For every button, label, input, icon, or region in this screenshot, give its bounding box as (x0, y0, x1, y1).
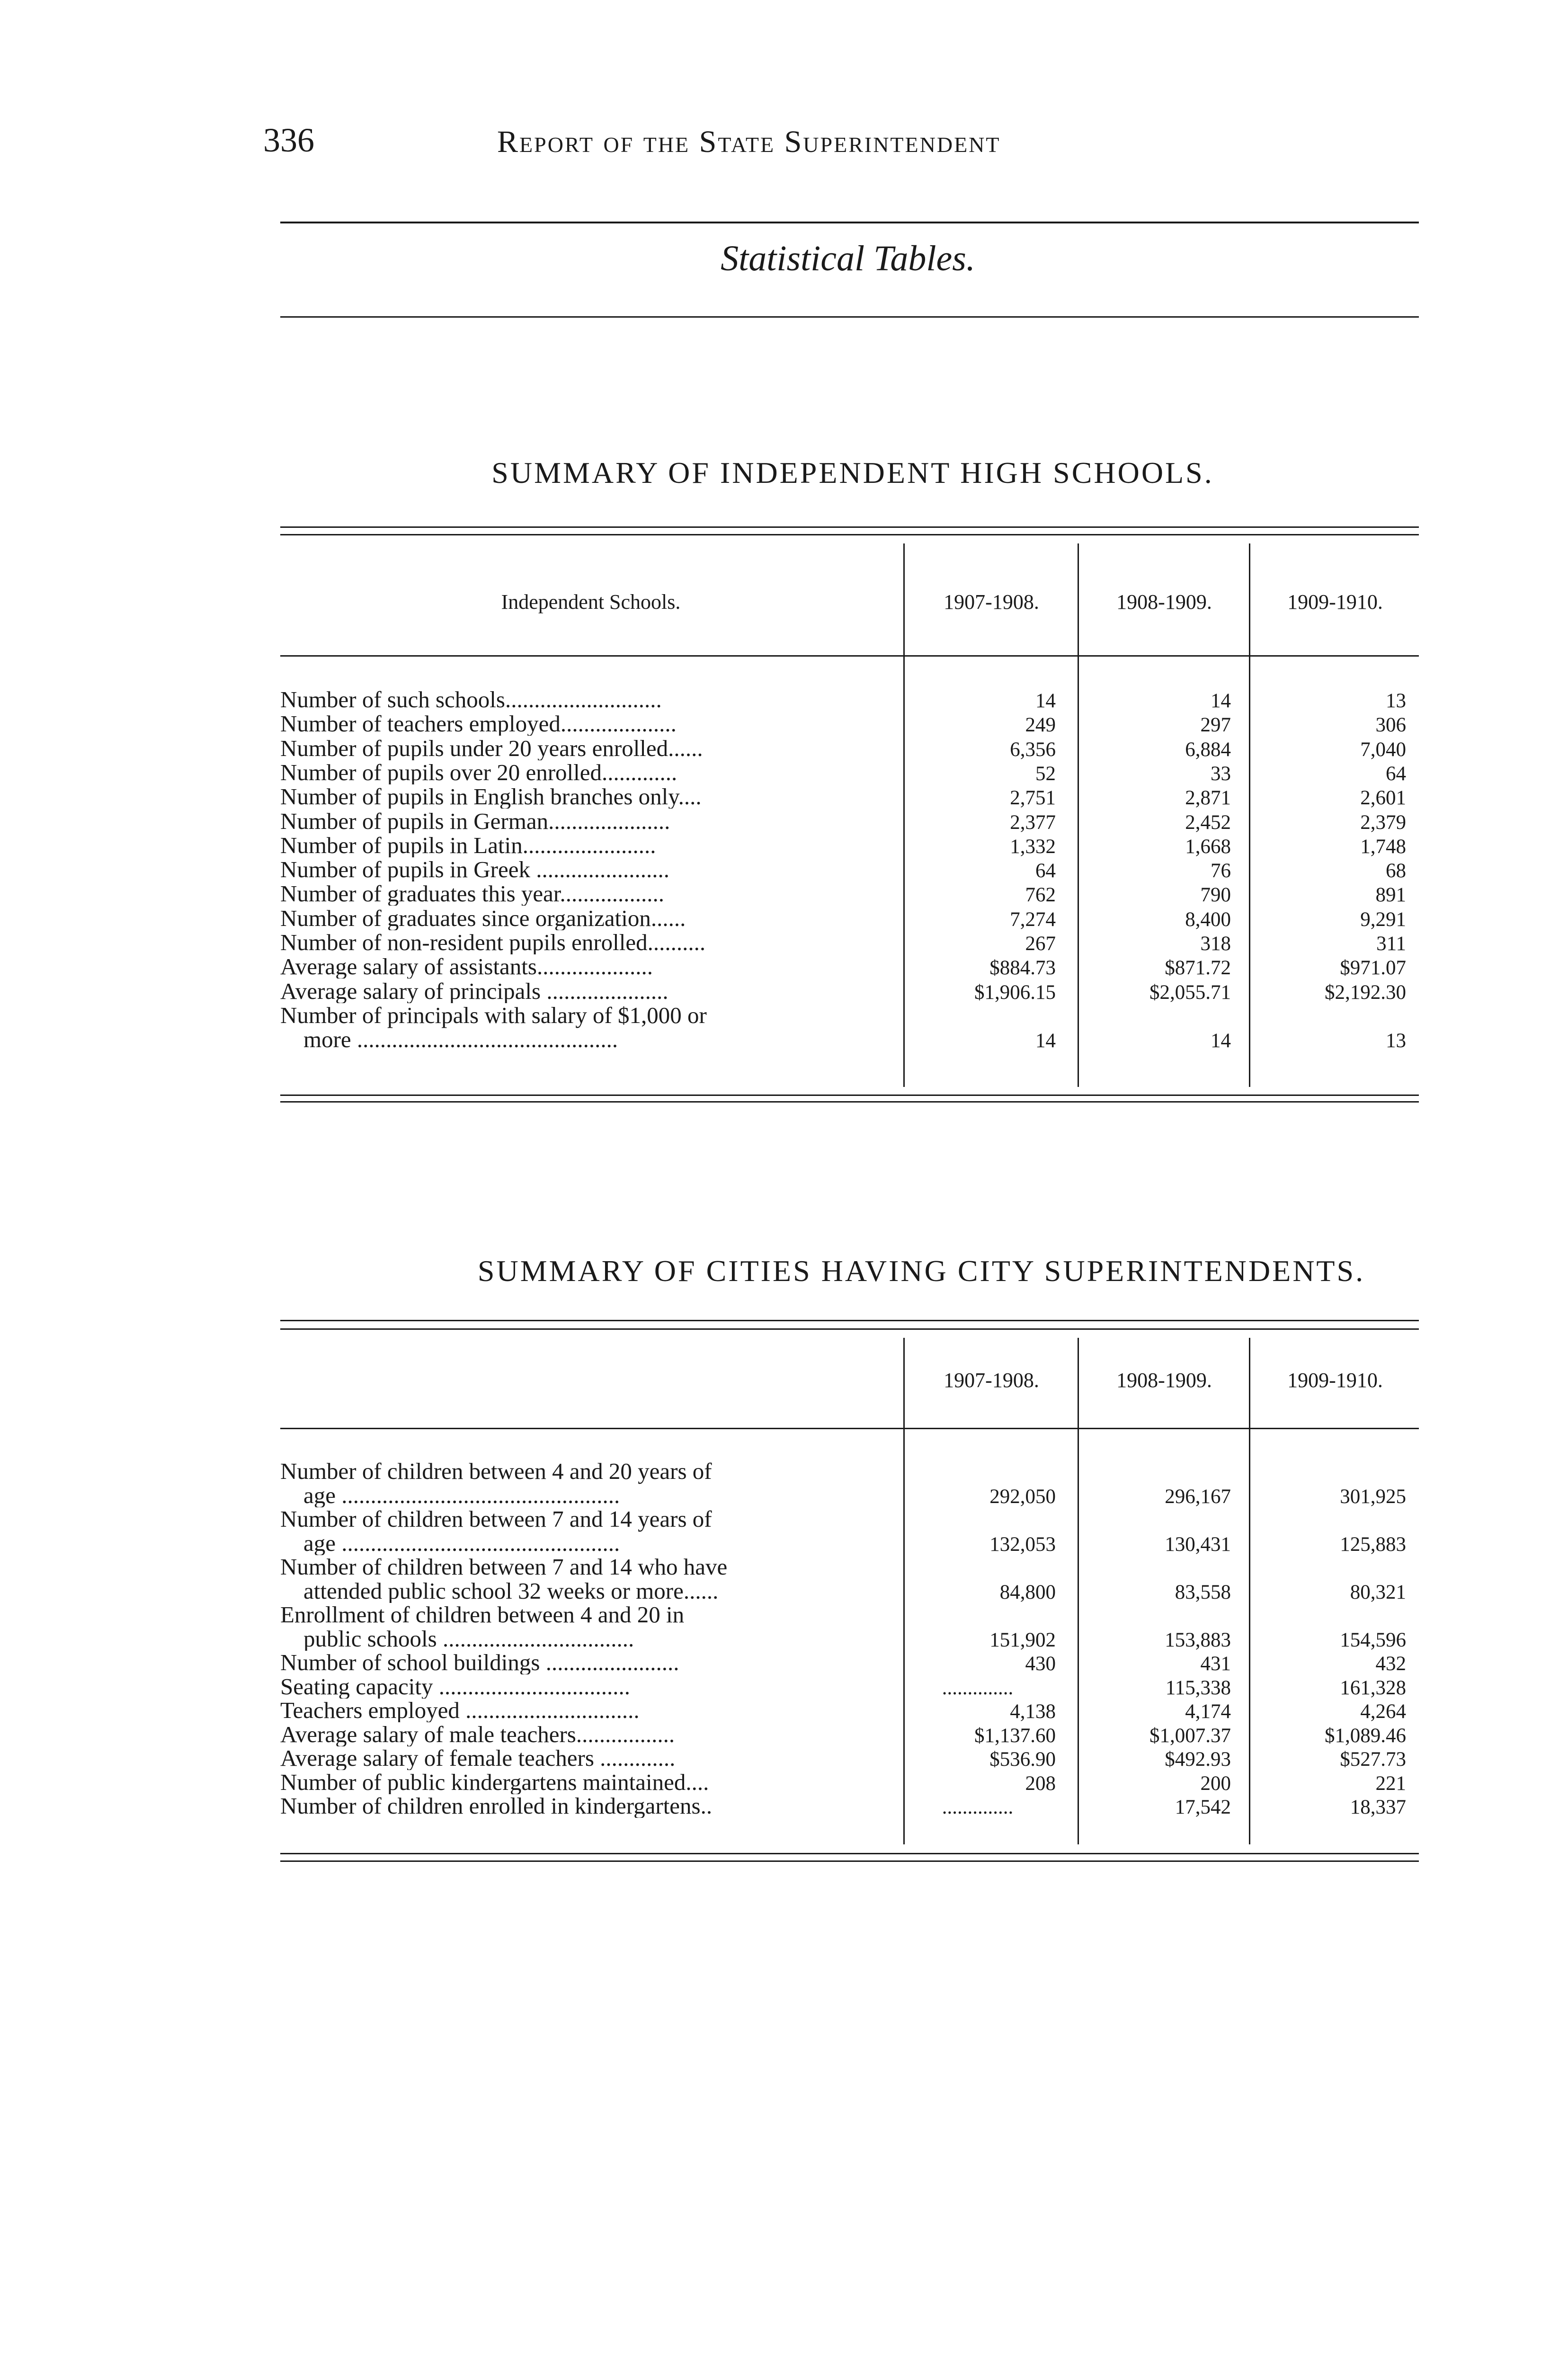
row-label: Enrollment of children between 4 and 20 in public schools ................................. (280, 1602, 685, 1651)
row-value-col-1: .............. (942, 1676, 1014, 1699)
row-value-col-2: 83,558 (1175, 1581, 1231, 1603)
row-value-col-1: 430 (1025, 1653, 1056, 1675)
table1-bottom-rule (280, 1095, 1419, 1096)
row-label: Number of teachers employed.................... (280, 712, 677, 736)
table1-bottom-rule-2 (280, 1101, 1419, 1103)
header-rule-top (280, 222, 1419, 223)
row-value-col-1: .............. (942, 1796, 1014, 1818)
table1-col-1909: 1909-1910. (1287, 590, 1383, 614)
table1-top-rule (280, 526, 1419, 528)
row-value-col-3: $527.73 (1340, 1748, 1406, 1771)
row-value-col-1: 84,800 (999, 1581, 1056, 1603)
table2-top-rule-2 (280, 1328, 1419, 1330)
row-label: Average salary of male teachers................. (280, 1722, 675, 1746)
row-value-col-1: 1,332 (1010, 835, 1056, 858)
row-label: Number of school buildings ....................... (280, 1650, 679, 1674)
row-value-col-3: 13 (1386, 1030, 1406, 1052)
row-label: Number of children between 7 and 14 who have attended public school 32 weeks or more...... (280, 1555, 728, 1603)
row-value-col-1: $884.73 (989, 957, 1056, 979)
row-value-col-2: 200 (1200, 1772, 1231, 1795)
row-value-col-2: 2,871 (1185, 787, 1231, 810)
row-label: Number of public kindergartens maintained.... (280, 1770, 709, 1794)
table1-col-1908: 1908-1909. (1116, 590, 1212, 614)
row-value-col-1: 762 (1025, 884, 1056, 907)
row-value-col-2: 8,400 (1185, 908, 1231, 931)
table1-col-label: Independent Schools. (501, 590, 681, 614)
row-label: Number of graduates since organization...... (280, 906, 686, 930)
table2-bottom-rule-2 (280, 1860, 1419, 1862)
row-label: Number of principals with salary of $1,000 or more ............................................. (280, 1003, 707, 1051)
table2-col-1907: 1907-1908. (944, 1369, 1039, 1392)
row-value-col-2: 431 (1200, 1653, 1231, 1675)
row-label: Number of pupils over 20 enrolled............. (280, 760, 677, 784)
row-value-col-2: 6,884 (1185, 738, 1231, 761)
row-value-col-3: 80,321 (1350, 1581, 1406, 1603)
row-value-col-3: 154,596 (1340, 1628, 1406, 1651)
row-value-col-3: 18,337 (1350, 1796, 1406, 1818)
row-value-col-2: 1,668 (1185, 835, 1231, 858)
row-value-col-3: 9,291 (1360, 908, 1406, 931)
row-value-col-2: $871.72 (1165, 957, 1231, 979)
row-value-col-2: 318 (1200, 933, 1231, 955)
row-label: Number of pupils in Greek ....................... (280, 857, 669, 882)
row-value-col-1: 249 (1025, 714, 1056, 737)
table2-top-rule (280, 1320, 1419, 1321)
running-title: Report of the State Superintendent (497, 125, 1001, 159)
row-value-col-3: 13 (1386, 690, 1406, 712)
row-value-col-1: 267 (1025, 933, 1056, 955)
row-value-col-1: 14 (1035, 690, 1056, 712)
row-value-col-2: 76 (1211, 860, 1231, 882)
row-value-col-2: 296,167 (1165, 1485, 1231, 1508)
row-value-col-3: 432 (1375, 1653, 1406, 1675)
row-value-col-1: 132,053 (989, 1533, 1056, 1556)
row-label: Seating capacity ................................. (280, 1674, 630, 1699)
row-value-col-1: 292,050 (989, 1485, 1056, 1508)
row-value-col-1: 52 (1035, 762, 1056, 785)
row-label: Teachers employed .............................. (280, 1698, 640, 1722)
row-label: Number of non-resident pupils enrolled.......... (280, 930, 706, 954)
row-value-col-3: 221 (1375, 1772, 1406, 1795)
row-label: Number of children between 4 and 20 years of age ................................................ (280, 1459, 712, 1507)
row-label: Number of pupils under 20 years enrolled...... (280, 736, 703, 760)
row-value-col-1: 6,356 (1010, 738, 1056, 761)
row-value-col-3: 68 (1386, 860, 1406, 882)
page-number: 336 (263, 121, 314, 159)
row-value-col-2: 115,338 (1165, 1676, 1231, 1699)
row-value-col-3: 301,925 (1340, 1485, 1406, 1508)
row-label: Number of pupils in Latin....................... (280, 833, 656, 857)
row-label: Number of graduates this year.................. (280, 881, 665, 906)
row-value-col-3: $1,089.46 (1325, 1724, 1406, 1747)
row-value-col-1: 7,274 (1010, 908, 1056, 931)
row-value-col-3: 311 (1376, 933, 1406, 955)
row-value-col-1: 64 (1035, 860, 1056, 882)
table1-top-rule-2 (280, 534, 1419, 535)
row-value-col-3: 64 (1386, 762, 1406, 785)
row-label: Average salary of assistants.................... (280, 954, 653, 979)
row-value-col-2: 17,542 (1175, 1796, 1231, 1818)
row-value-col-3: 161,328 (1340, 1676, 1406, 1699)
row-value-col-1: $1,906.15 (974, 981, 1056, 1004)
row-value-col-1: 4,138 (1010, 1700, 1056, 1723)
row-value-col-3: $971.07 (1340, 957, 1406, 979)
table2-col-1908: 1908-1909. (1116, 1369, 1212, 1392)
row-value-col-2: 790 (1200, 884, 1231, 907)
row-value-col-3: 7,040 (1360, 738, 1406, 761)
row-value-col-2: $1,007.37 (1149, 1724, 1231, 1747)
table1-header-rule (280, 655, 1419, 657)
row-value-col-2: $2,055.71 (1149, 981, 1231, 1004)
row-label: Average salary of female teachers ............. (280, 1746, 676, 1770)
row-value-col-3: $2,192.30 (1325, 981, 1406, 1004)
row-value-col-2: 153,883 (1165, 1628, 1231, 1651)
row-value-col-3: 306 (1375, 714, 1406, 737)
table2-header-rule (280, 1428, 1419, 1429)
row-value-col-2: 4,174 (1185, 1700, 1231, 1723)
table1-col-1907: 1907-1908. (944, 590, 1039, 614)
row-label: Number of pupils in German..................... (280, 809, 670, 833)
row-value-col-2: 14 (1211, 690, 1231, 712)
table1-title: SUMMARY OF INDEPENDENT HIGH SCHOOLS. (491, 456, 1214, 489)
row-label: Number of pupils in English branches only.... (280, 784, 702, 809)
row-value-col-1: $536.90 (989, 1748, 1056, 1771)
row-value-col-3: 125,883 (1340, 1533, 1406, 1556)
row-label: Number of children enrolled in kindergartens.. (280, 1794, 713, 1818)
table2-col-1909: 1909-1910. (1287, 1369, 1383, 1392)
row-value-col-1: 151,902 (989, 1628, 1056, 1651)
row-label: Average salary of principals ..................... (280, 979, 668, 1003)
row-value-col-1: $1,137.60 (974, 1724, 1056, 1747)
row-value-col-2: 33 (1211, 762, 1231, 785)
row-value-col-2: 2,452 (1185, 811, 1231, 834)
row-value-col-2: 297 (1200, 714, 1231, 737)
row-value-col-3: 2,601 (1360, 787, 1406, 810)
row-value-col-1: 14 (1035, 1030, 1056, 1052)
row-label: Number of children between 7 and 14 years of age ................................................ (280, 1507, 712, 1555)
row-value-col-3: 1,748 (1360, 835, 1406, 858)
row-value-col-2: 14 (1211, 1030, 1231, 1052)
row-value-col-2: $492.93 (1165, 1748, 1231, 1771)
header-rule-bottom (280, 316, 1419, 318)
table2-title: SUMMARY OF CITIES HAVING CITY SUPERINTENDENTS. (477, 1254, 1365, 1288)
row-value-col-1: 2,377 (1010, 811, 1056, 834)
row-label: Number of such schools........................... (280, 687, 662, 712)
row-value-col-1: 2,751 (1010, 787, 1056, 810)
section-subtitle: Statistical Tables. (721, 239, 975, 278)
table2-bottom-rule (280, 1853, 1419, 1854)
row-value-col-3: 2,379 (1360, 811, 1406, 834)
row-value-col-2: 130,431 (1165, 1533, 1231, 1556)
row-value-col-3: 891 (1375, 884, 1406, 907)
row-value-col-1: 208 (1025, 1772, 1056, 1795)
row-value-col-3: 4,264 (1360, 1700, 1406, 1723)
